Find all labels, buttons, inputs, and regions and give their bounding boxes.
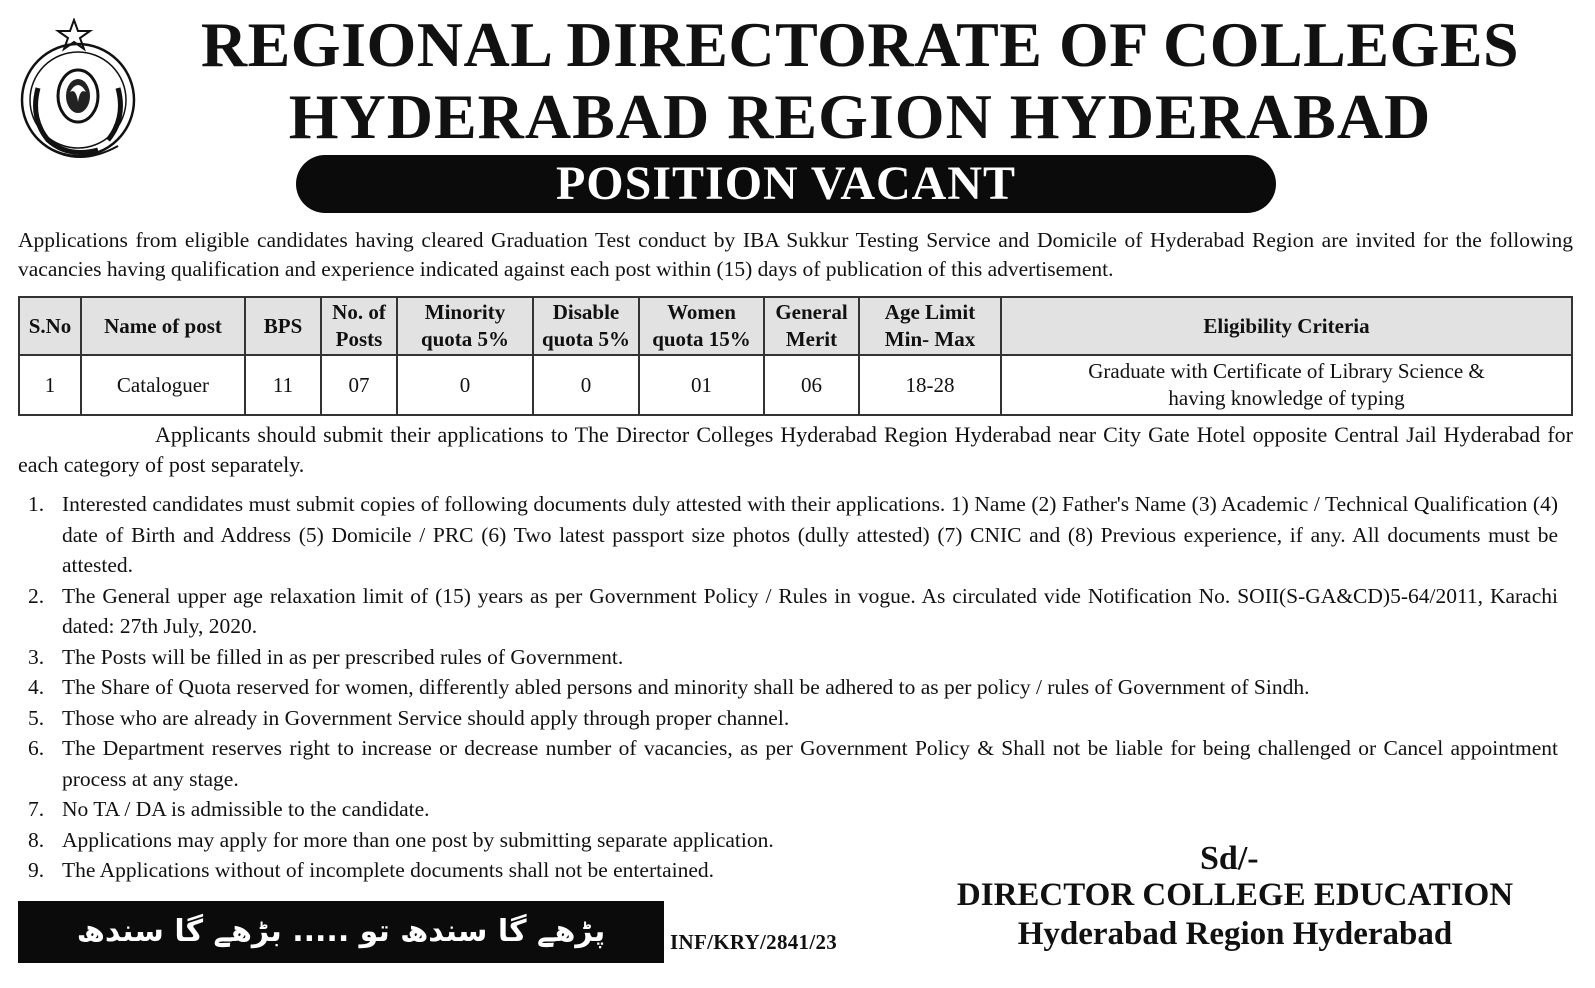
reference-number: INF/KRY/2841/23 xyxy=(670,930,838,954)
signature-mark: Sd/- xyxy=(1200,840,1259,877)
position-vacant-banner: POSITION VACANT xyxy=(296,155,1276,213)
cell-age: 18-28 xyxy=(859,355,1001,415)
col-merit: General Merit xyxy=(764,297,859,355)
list-item: 1. Interested candidates must submit copies of following documents duly attested with their applications. 1) Name (2) Father's Name (3) Academic / Technical Qualification (4) date of Birth and Address (5) Domicile / PRC (6) Two latest passport size photos (dully attested) (7) CNIC and (8) Previous experience, if any. All documents must be attested. xyxy=(28,492,1558,577)
cell-minority: 0 xyxy=(397,355,533,415)
vacancy-table xyxy=(18,296,1573,416)
urdu-slogan-banner: پڑھے گا سندھ تو ..... بڑھے گا سندھ xyxy=(18,901,664,963)
sindh-government-emblem-icon xyxy=(18,18,146,168)
cell-posts: 07 xyxy=(321,355,397,415)
submission-paragraph: Applicants should submit their applications to The Director Colleges Hyderabad Region Hyderabad near City Gate Hotel opposite Central Jail Hyderabad for each category of post separately. xyxy=(18,422,1573,477)
cell-bps: 11 xyxy=(245,355,321,415)
col-posts: No. of Posts xyxy=(321,297,397,355)
list-item: 5. Those who are already in Government Service should apply through proper channel. xyxy=(28,705,790,730)
list-item: 2. The General upper age relaxation limit of (15) years as per Government Policy / Rules in vogue. As circulated vide Notification No. SOII(S-GA&CD)5-64/2011, Karachi dated: 27th July, 2020. xyxy=(28,583,1558,638)
signatory-office: Hyderabad Region Hyderabad xyxy=(1017,916,1453,952)
instructions-list xyxy=(18,489,1558,886)
list-item: 4. The Share of Quota reserved for women, differently abled persons and minority shall be adhered to as per policy / rules of Government of Sindh. xyxy=(28,675,1310,699)
list-item: 9. The Applications without of incomplete documents shall not be entertained. xyxy=(28,858,715,882)
cell-criteria: Graduate with Certificate of Library Science & having knowledge of typing xyxy=(1001,355,1572,415)
list-item: 6. The Department reserves right to increase or decrease number of vacancies, as per Government Policy & Shall not be liable for being challenged or Cancel appointment process at any stage. xyxy=(28,736,1558,791)
header-title-line2: HYDERABAD REGION HYDERABAD xyxy=(288,81,1432,152)
col-criteria: Eligibility Criteria xyxy=(1001,297,1572,355)
cell-disable: 0 xyxy=(533,355,639,415)
signatory-designation: DIRECTOR COLLEGE EDUCATION xyxy=(956,877,1514,913)
list-item: 3. The Posts will be filled in as per prescribed rules of Government. xyxy=(28,644,624,669)
header-title-line1: REGIONAL DIRECTORATE OF COLLEGES xyxy=(200,9,1520,80)
col-sno: S.No xyxy=(19,297,81,355)
col-post: Name of post xyxy=(81,297,245,355)
intro-paragraph: Applications from eligible candidates having cleared Graduation Test conduct by IBA Sukkur Testing Service and Domicile of Hyderabad Region are invited for the following vacancies having qualification and experience indicated against each post within (15) days of publication of this advertisement. xyxy=(18,228,1573,281)
table-row xyxy=(19,355,1572,415)
cell-women: 01 xyxy=(639,355,764,415)
col-disable: Disable quota 5% xyxy=(533,297,639,355)
col-age: Age Limit Min- Max xyxy=(859,297,1001,355)
cell-merit: 06 xyxy=(764,355,859,415)
table-header-row xyxy=(19,297,1572,355)
list-item: 7. No TA / DA is admissible to the candidate. xyxy=(28,797,430,821)
list-item: 8. Applications may apply for more than one post by submitting separate application. xyxy=(28,827,774,852)
col-minority: Minority quota 5% xyxy=(397,297,533,355)
cell-post: Cataloguer xyxy=(81,355,245,415)
col-women: Women quota 15% xyxy=(639,297,764,355)
col-bps: BPS xyxy=(245,297,321,355)
cell-sno: 1 xyxy=(19,355,81,415)
